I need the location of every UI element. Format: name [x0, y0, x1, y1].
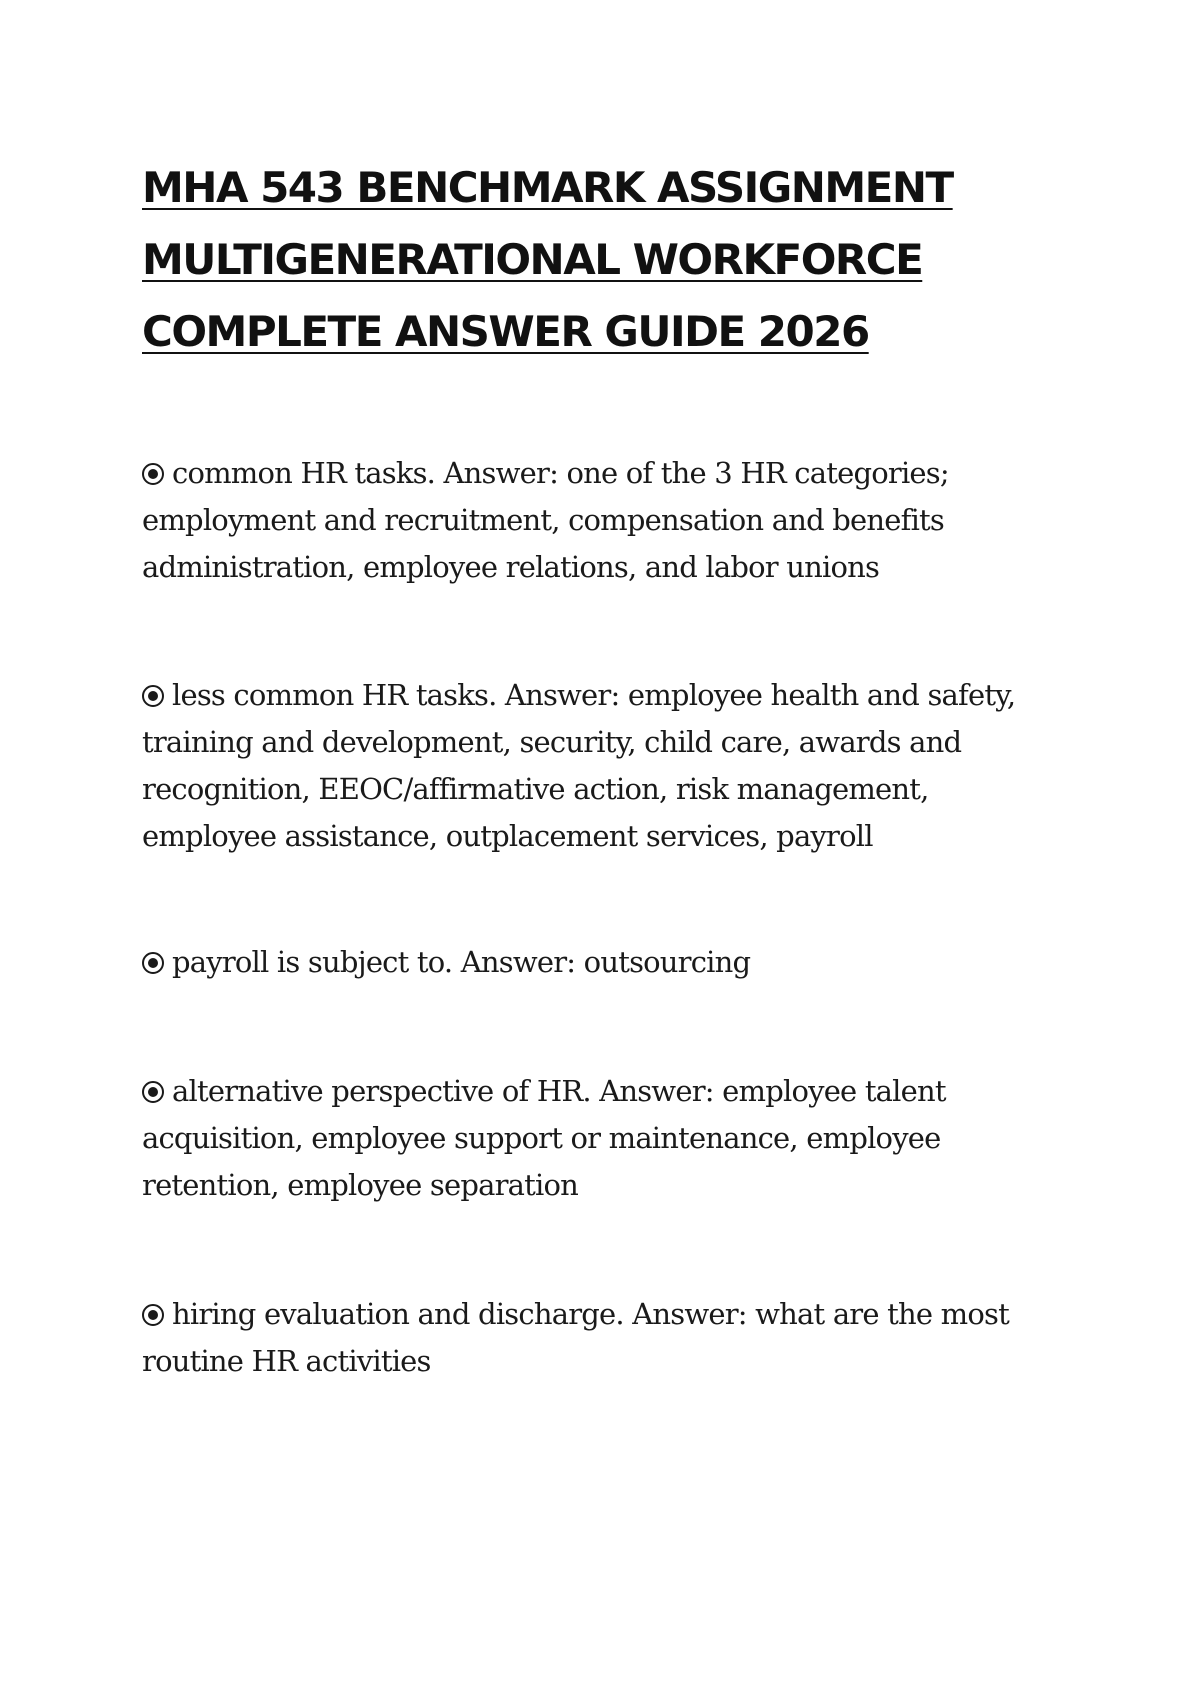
qa-item-text: common HR tasks. Answer: one of the 3 HR categories; employment and recruitment, compensation and benefits administration, employee relations, and labor unions: [142, 456, 949, 584]
qa-item-common-hr-tasks: [142, 450, 1052, 591]
radio-bullet-icon: [142, 1304, 164, 1326]
qa-item-text: alternative perspective of HR. Answer: employee talent acquisition, employee support or maintenance, employee retention, employee separation: [142, 1074, 946, 1202]
qa-item-payroll: [142, 939, 1052, 986]
qa-item-less-common-hr-tasks: [142, 672, 1052, 860]
qa-item-text: less common HR tasks. Answer: employee health and safety, training and development, security, child care, awards and recognition, EEOC/affirmative action, risk management, employee assistance, outplacement services, payroll: [142, 678, 1016, 853]
qa-item-hiring-evaluation: [142, 1291, 1052, 1385]
title-line-2: MULTIGENERATIONAL WORKFORCE: [142, 235, 923, 284]
qa-item-alternative-perspective: [142, 1068, 1052, 1209]
radio-bullet-icon: [142, 1081, 164, 1103]
qa-item-text: hiring evaluation and discharge. Answer: what are the most routine HR activities: [142, 1297, 1009, 1378]
title-line-3: COMPLETE ANSWER GUIDE 2026: [142, 307, 869, 356]
qa-item-text: payroll is subject to. Answer: outsourcing: [172, 945, 751, 979]
radio-bullet-icon: [142, 685, 164, 707]
title-line-1: MHA 543 BENCHMARK ASSIGNMENT: [142, 163, 953, 212]
radio-bullet-icon: [142, 463, 164, 485]
radio-bullet-icon: [142, 952, 164, 974]
document-title: [142, 152, 1042, 368]
